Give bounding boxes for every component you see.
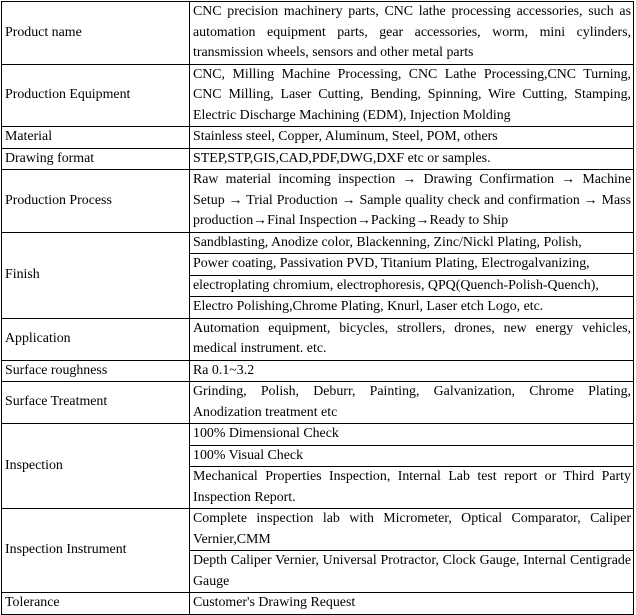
row-value: CNC, Milling Machine Processing, CNC Lathe Processing,CNC Turning, CNC Milling, Laser Cutting, Bending, Spinning, Wire Cutting, Stamping, Electric Discharge Machining (EDM), Injection Molding [190, 64, 634, 127]
table-row [2, 382, 634, 424]
table-row [2, 232, 634, 254]
row-value: Complete inspection lab with Micrometer, Optical Comparator, Caliper Vernier,CMM [190, 509, 634, 551]
row-value: Power coating, Passivation PVD, Titanium Plating, Electrogalvanizing, [190, 254, 634, 276]
row-label: Material [2, 127, 190, 149]
table-row [2, 2, 634, 65]
row-value: 100% Dimensional Check [190, 424, 634, 446]
row-value: electroplating chromium, electrophoresis, QPQ(Quench-Polish-Quench), [190, 275, 634, 297]
row-label: Inspection [2, 424, 190, 509]
row-label: Surface Treatment [2, 382, 190, 424]
row-value: 100% Visual Check [190, 445, 634, 467]
row-value: Ra 0.1~3.2 [190, 360, 634, 382]
table-row [2, 424, 634, 446]
row-value: CNC precision machinery parts, CNC lathe processing accessories, such as automation equipment parts, gear accessories, worm, mini cylinders, transmission wheels, sensors and other metal parts [190, 2, 634, 65]
row-value: Grinding, Polish, Deburr, Painting, Galvanization, Chrome Plating, Anodization treatment etc [190, 382, 634, 424]
row-value: Depth Caliper Vernier, Universal Protractor, Clock Gauge, Internal Centigrade Gauge [190, 551, 634, 593]
row-value: Customer's Drawing Request [190, 593, 634, 615]
row-label: Production Process [2, 170, 190, 233]
table-row [2, 64, 634, 127]
row-value: Electro Polishing,Chrome Plating, Knurl, Laser etch Logo, etc. [190, 297, 634, 319]
row-value: Stainless steel, Copper, Aluminum, Steel, POM, others [190, 127, 634, 149]
row-label: Finish [2, 232, 190, 318]
row-value: Raw material incoming inspection → Drawing Confirmation → Machine Setup → Trial Production → Sample quality check and confirmation → Mass production→Final Inspection→Packing→Ready to Ship [190, 170, 634, 233]
row-label: Product name [2, 2, 190, 65]
row-label: Tolerance [2, 593, 190, 615]
row-label: Drawing format [2, 148, 190, 170]
row-value: Sandblasting, Anodize color, Blackenning, Zinc/Nickl Plating, Polish, [190, 232, 634, 254]
spec-table [1, 1, 634, 615]
table-row [2, 360, 634, 382]
table-row [2, 127, 634, 149]
row-value: Automation equipment, bicycles, strollers, drones, new energy vehicles, medical instrument. etc. [190, 318, 634, 360]
row-label: Application [2, 318, 190, 360]
row-label: Production Equipment [2, 64, 190, 127]
table-row [2, 170, 634, 233]
table-row [2, 593, 634, 615]
table-row [2, 318, 634, 360]
row-label: Inspection Instrument [2, 509, 190, 593]
table-row [2, 509, 634, 551]
row-value: Mechanical Properties Inspection, Internal Lab test report or Third Party Inspection Report. [190, 467, 634, 509]
row-value: STEP,STP,GIS,CAD,PDF,DWG,DXF etc or samples. [190, 148, 634, 170]
row-label: Surface roughness [2, 360, 190, 382]
table-row [2, 148, 634, 170]
